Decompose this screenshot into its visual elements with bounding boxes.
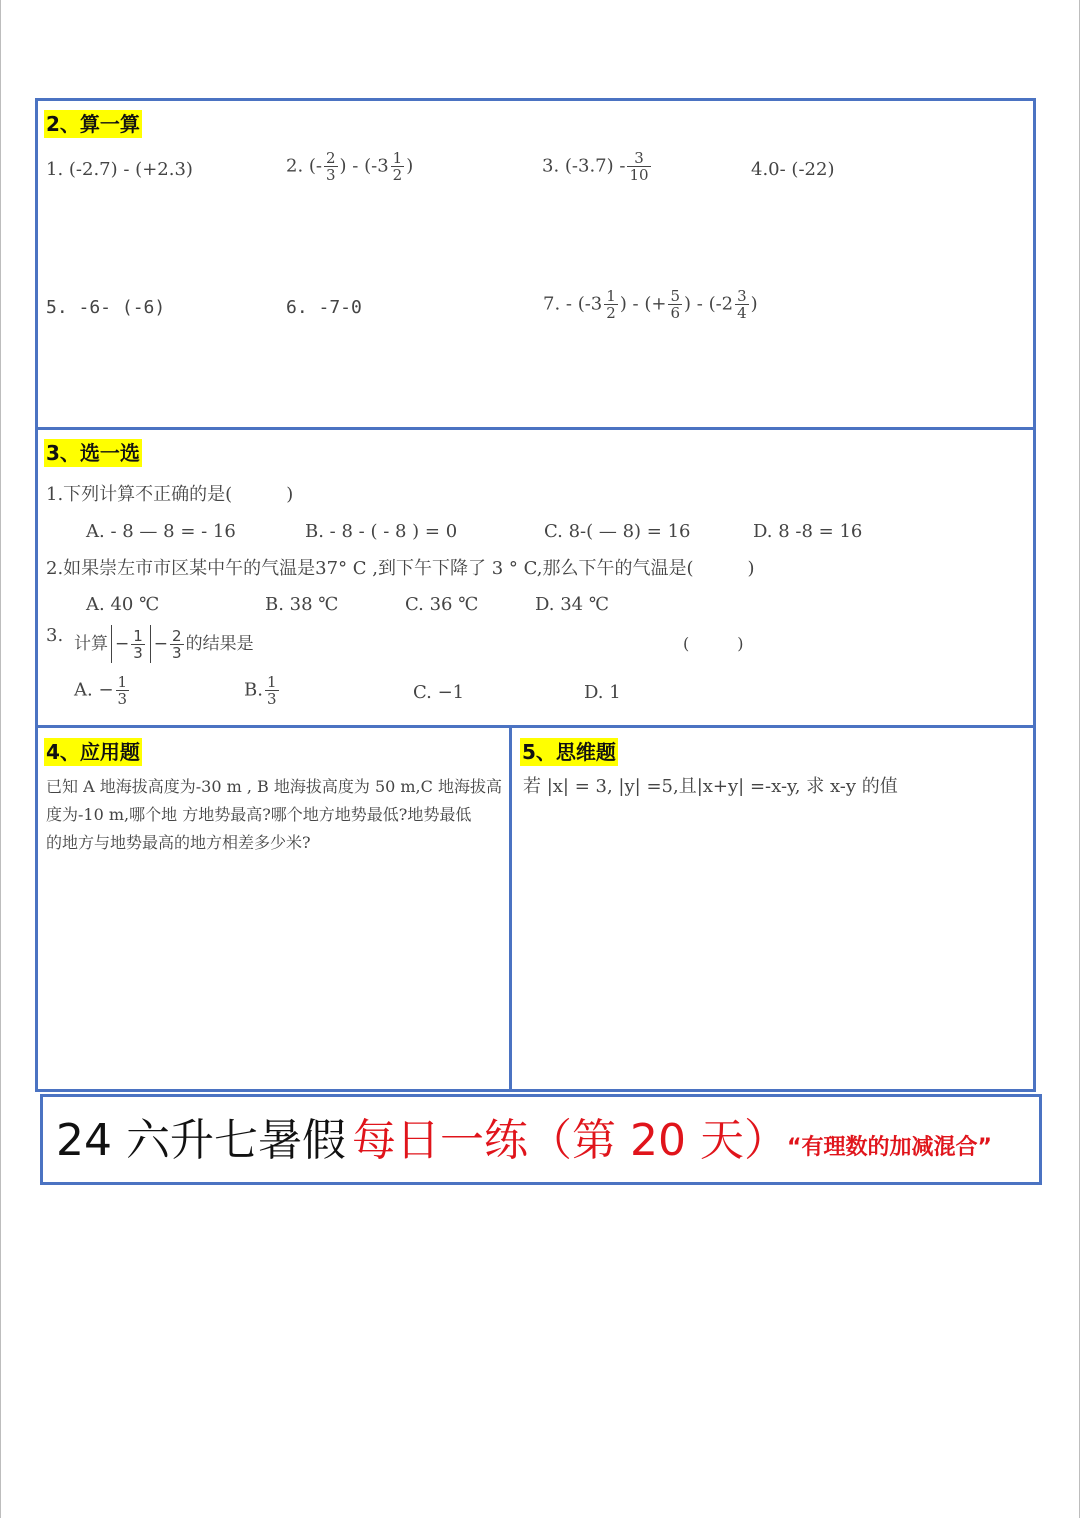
problem-2-3: 3. (-3.7) - $\frac{3}{10}$	[542, 149, 649, 184]
section3-heading: 3、选一选	[46, 441, 140, 465]
divider-sec3-sec45	[35, 725, 1036, 728]
section4-heading: 4、应用题	[46, 740, 140, 764]
question-3-1: 1.下列计算不正确的是( )	[46, 484, 294, 505]
application-problem-line-3: 的地方与地势最高的地方相差多少米?	[46, 833, 311, 852]
question-3-1-option-c: C. 8-( — 8) = 16	[544, 521, 691, 542]
thinking-problem: 若 |x| = 3, |y| =5,且|x+y| =-x-y, 求 x-y 的值	[523, 776, 898, 797]
section2-heading: 2、算一算	[46, 112, 140, 136]
problem-2-4: 4.0- (-22)	[751, 159, 835, 180]
application-problem-line-1: 已知 A 地海拔高度为-30 m , B 地海拔高度为 50 m,C 地海拔高	[46, 777, 502, 796]
question-3-3-option-a: A. − $\frac{1}{3}$	[74, 673, 128, 708]
question-3-2-option-d: D. 34 ℃	[535, 594, 609, 615]
question-3-3-option-d: D. 1	[584, 682, 621, 703]
problem-2-5: 5. -6- (-6)	[46, 297, 166, 318]
application-problem-line-2: 度为-10 m,哪个地 方地势最高?哪个地方地势最低?地势最低	[46, 805, 472, 824]
question-3-3: 计算 − $\frac{1}{3}$ − $\frac{2}{3}$ 的结果是	[74, 626, 254, 662]
question-3-3-option-b: B. $\frac{1}{3}$	[244, 673, 277, 708]
question-3-1-option-d: D. 8 -8 = 16	[753, 521, 863, 542]
problem-2-7: 7. - (-3 $\frac{1}{2}$ ) - (+ $\frac{5}{6}$ ) - (-2 $\frac{3}{4}$ )	[543, 287, 758, 322]
problem-2-1: 1. (-2.7) - (+2.3)	[46, 159, 193, 180]
problem-2-2: 2. (- $\frac{2}{3}$ ) - (-3 $\frac{1}{2}$ )	[286, 149, 414, 184]
question-3-1-option-b: B. - 8 - ( - 8 ) = 0	[305, 521, 458, 542]
problem-2-6: 6. -7-0	[286, 297, 362, 318]
title-grade: 24 六升七暑假	[56, 1115, 346, 1166]
question-3-2: 2.如果崇左市市区某中午的气温是37° C ,到下午下降了 3 ° C,那么下午的气温是( )	[46, 558, 755, 579]
question-3-2-option-b: B. 38 ℃	[265, 594, 339, 615]
question-3-3-answer-paren: ( )	[683, 634, 744, 653]
page-left-edge	[0, 0, 1, 1518]
title-banner	[40, 1094, 1042, 1185]
question-3-2-option-c: C. 36 ℃	[405, 594, 479, 615]
question-3-3-option-c: C. −1	[413, 682, 465, 703]
title-topic: “有理数的加减混合”	[787, 1135, 992, 1160]
question-3-3-number: 3.	[46, 625, 64, 646]
divider-sec2-sec3	[35, 427, 1036, 430]
divider-sec4-sec5	[509, 727, 512, 1090]
question-3-2-option-a: A. 40 ℃	[86, 594, 160, 615]
title-daily-practice: 每日一练（第 20 天）	[352, 1115, 788, 1166]
section5-heading: 5、思维题	[522, 740, 616, 764]
question-3-1-option-a: A. - 8 — 8 = - 16	[86, 521, 236, 542]
